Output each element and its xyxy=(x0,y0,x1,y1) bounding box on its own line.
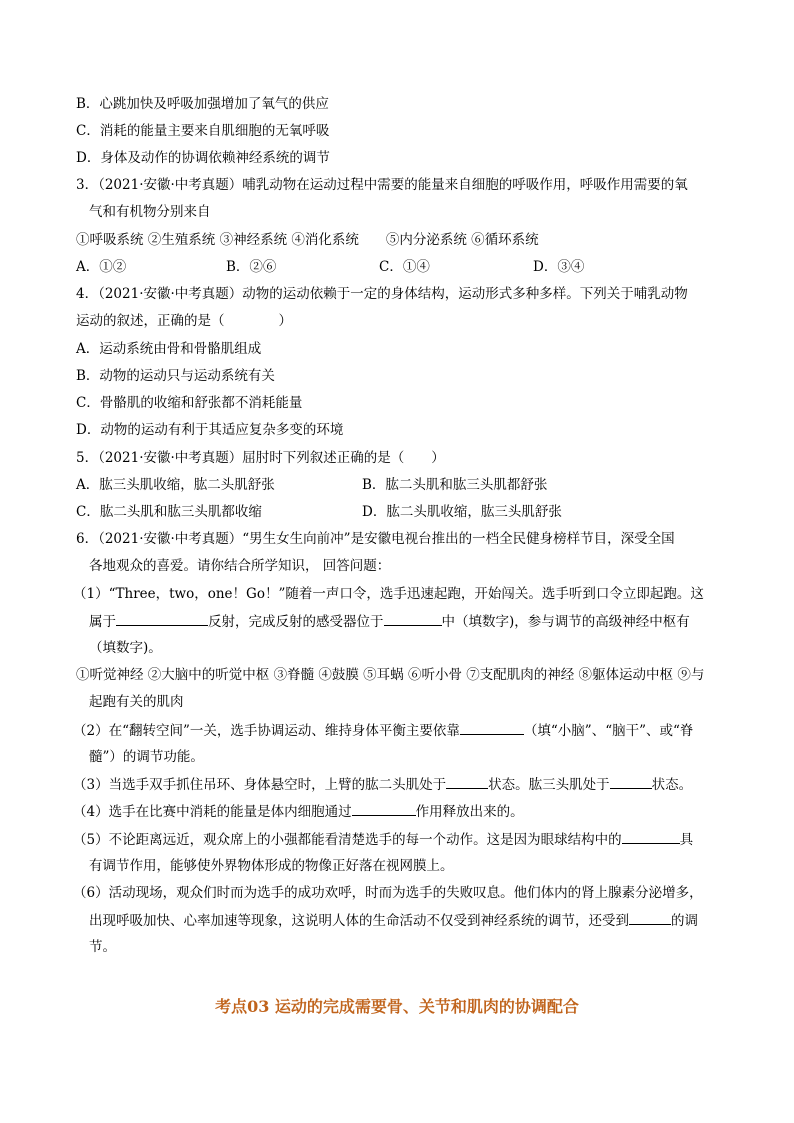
q6-stem-line2: 各地观众的喜爱。请你结合所学知识， 回答问题： xyxy=(89,558,391,574)
answer-blank[interactable] xyxy=(610,774,652,789)
answer-blank[interactable] xyxy=(446,774,488,789)
q5-option-c: C．肱二头肌和肱三头肌都收缩 xyxy=(76,504,262,520)
q6-sub6-line3: 节。 xyxy=(89,939,116,955)
q6-sub5-text-a: （5）不论距离远近，观众席上的小强都能看清楚选手的每一个动作。这是因为眼球结构中的 xyxy=(73,832,622,848)
q3-stem-line1: 3．（2021·安徽·中考真题）哺乳动物在运动过程中需要的能量来自细胞的呼吸作用，呼吸作用需要的氧 xyxy=(76,177,688,193)
answer-blank[interactable] xyxy=(116,611,208,626)
q6-sub1-line2 xyxy=(89,611,690,632)
q6-sub1-text-a: 属于 xyxy=(89,614,116,630)
q4-option-a: A．运动系统由骨和骨骼肌组成 xyxy=(76,341,262,357)
q5-option-a: A．肱三头肌收缩，肱二头肌舒张 xyxy=(76,477,275,493)
q4-option-c: C．骨骼肌的收缩和舒张都不消耗能量 xyxy=(76,395,303,411)
q6-sub2-text-a: （2）在“翻转空间”一关，选手协调运动、维持身体平衡主要依靠 xyxy=(73,723,460,739)
q4-option-b: B．动物的运动只与运动系统有关 xyxy=(76,368,275,384)
answer-blank[interactable] xyxy=(352,801,416,816)
q3-stem-line2: 气和有机物分别来自 xyxy=(89,204,211,220)
q4-stem-line1: 4．（2021·安徽·中考真题）动物的运动依赖于一定的身体结构，运动形式多种多样。下列关于哺乳动物 xyxy=(76,286,688,302)
answer-blank[interactable] xyxy=(384,611,442,626)
q3-option-c: C．①④ xyxy=(379,259,430,275)
q6-sub6-text-a: 出现呼吸加快、心率加速等现象，这说明人体的生命活动不仅受到神经系统的调节，还受到 xyxy=(89,913,629,929)
q6-sub4-text-b: 作用释放出来的。 xyxy=(415,804,524,820)
q6-sub3-line xyxy=(73,774,692,795)
q2-option-c: C．消耗的能量主要来自肌细胞的无氧呼吸 xyxy=(76,123,330,139)
q6-sub2-line2: 髓”）的调节功能。 xyxy=(89,749,204,765)
q6-sub5-text-b: 具 xyxy=(679,832,694,848)
q5-option-d: D．肱二头肌收缩，肱三头肌舒张 xyxy=(362,504,562,520)
q6-sub5-line2: 有调节作用，能够使外界物体形成的物像正好落在视网膜上。 xyxy=(89,858,454,874)
q6-sub1-text-c: 中（填数字)，参与调节的高级神经中枢有 xyxy=(441,614,690,630)
q3-option-d: D．③④ xyxy=(533,259,585,275)
q6-sub6-text-b: 的调 xyxy=(671,913,698,929)
q6-stem-line1: 6．（2021·安徽·中考真题）“男生女生向前冲”是安徽电视台推出的一档全民健身榜样节目，深受全国 xyxy=(76,531,675,547)
q3-option-a: A．①② xyxy=(76,259,127,275)
q6-sub6-line2 xyxy=(89,910,698,931)
q3-choices-list: ①呼吸系统 ②生殖系统 ③神经系统 ④消化系统 ⑤内分泌系统 ⑥循环系统 xyxy=(76,232,539,248)
q5-stem: 5．（2021·安徽·中考真题）屈肘时下列叙述正确的是（ ） xyxy=(76,450,445,466)
q6-sub1-choices-line1: ①听觉神经 ②大脑中的听觉中枢 ③脊髓 ④鼓膜 ⑤耳蜗 ⑥听小骨 ⑦支配肌肉的神经 ⑧躯体运动中枢 ⑨与 xyxy=(76,667,705,683)
q6-sub1-line1: （1）“Three，two，one！Go！”随着一声口令，选手迅速起跑，开始闯关。选手听到口令立即起跑。这 xyxy=(73,586,704,602)
answer-blank[interactable] xyxy=(460,720,524,735)
q6-sub6-line1: （6）活动现场，观众们时而为选手的成功欢呼，时而为选手的失败叹息。他们体内的肾上腺素分泌增多， xyxy=(73,885,703,901)
q4-stem-line2: 运动的叙述，正确的是（ ） xyxy=(76,313,292,329)
q6-sub3-text-a: （3）当选手双手抓住吊环、身体悬空时，上臂的肱二头肌处于 xyxy=(73,777,447,793)
q6-sub2-text-b: （填“小脑”、“脑干”、或“脊 xyxy=(523,723,694,739)
answer-blank[interactable] xyxy=(629,910,671,925)
q3-option-b: B．②⑥ xyxy=(226,259,277,275)
q6-sub1-line3: （填数字)。 xyxy=(89,640,162,656)
q6-sub3-text-b: 状态。肱三头肌处于 xyxy=(488,777,610,793)
q4-option-d: D．动物的运动有利于其适应复杂多变的环境 xyxy=(76,422,344,438)
q6-sub4-line xyxy=(73,801,524,822)
q6-sub3-text-c: 状态。 xyxy=(651,777,693,793)
section-heading: 考点03 运动的完成需要骨、关节和肌肉的协调配合 xyxy=(215,997,579,1016)
q6-sub1-choices-line2: 起跑有关的肌肉 xyxy=(89,694,184,710)
answer-blank[interactable] xyxy=(622,829,680,844)
q6-sub1-text-b: 反射，完成反射的感受器位于 xyxy=(208,614,384,630)
q6-sub2-line1 xyxy=(73,720,693,741)
q2-option-d: D．身体及动作的协调依赖神经系统的调节 xyxy=(76,150,330,166)
q6-sub4-text-a: （4）选手在比赛中消耗的能量是体内细胞通过 xyxy=(73,804,352,820)
q6-sub5-line1 xyxy=(73,829,693,850)
q2-option-b: B．心跳加快及呼吸加强增加了氧气的供应 xyxy=(76,96,329,112)
q5-option-b: B．肱二头肌和肱三头肌都舒张 xyxy=(362,477,548,493)
